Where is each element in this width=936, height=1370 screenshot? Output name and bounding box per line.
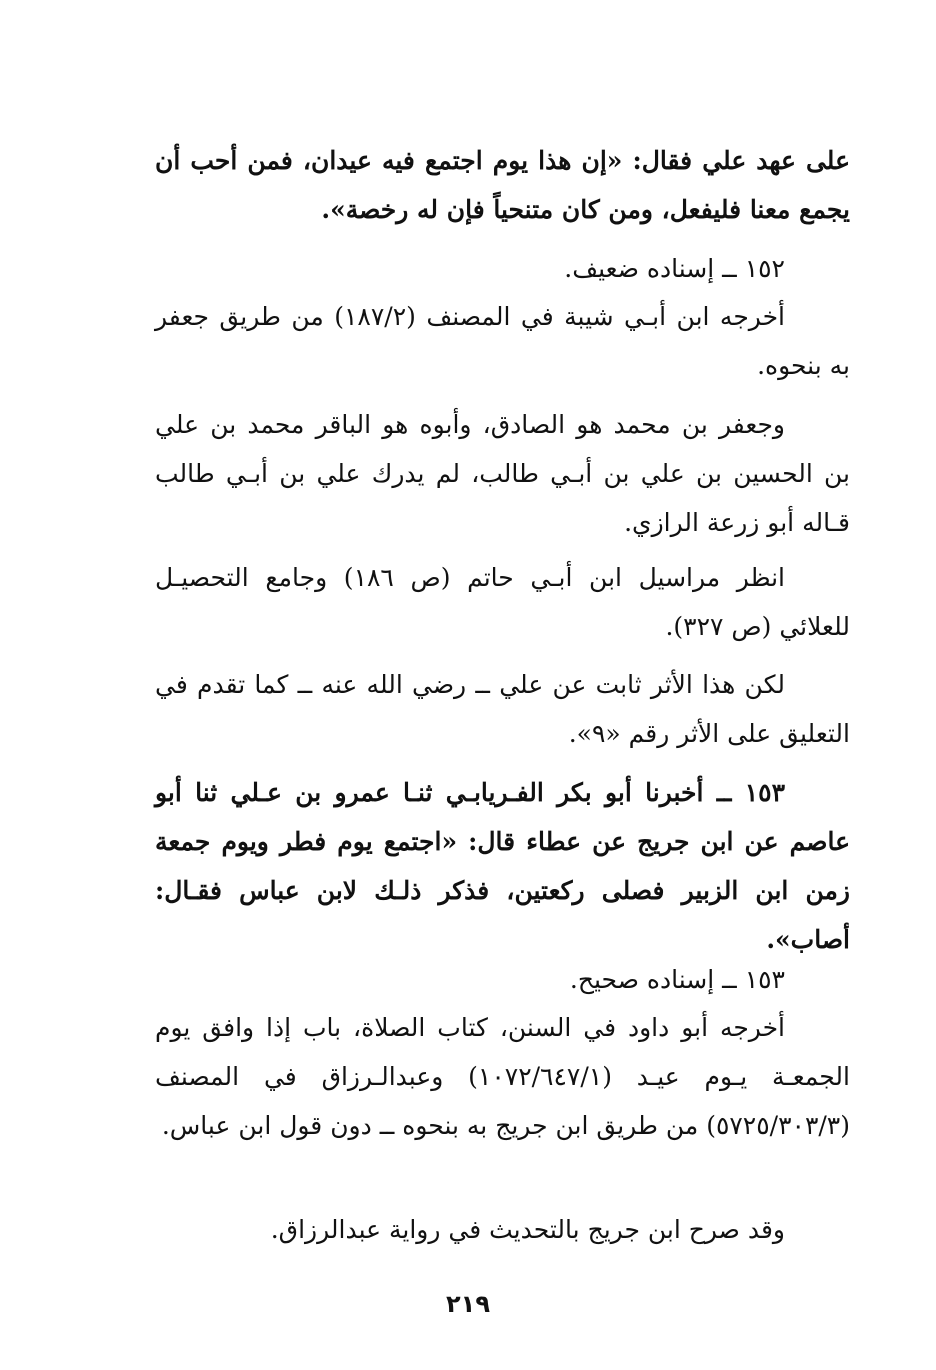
paragraph-152-marasil: انظر مراسيل ابن أبـي حاتم (ص ١٨٦) وجامع التحصيـل للعلائي (ص ٣٢٧). (155, 563, 850, 641)
paragraph-153-takhrij: أخرجه أبو داود في السنن، كتاب الصلاة، باب إذا وافق يوم الجمعـة يـوم عيـد (١٠٧٢/٦٤٧/١) وعبدالـرزاق في المصنف (٥٧٢٥/٣٠٣/٣) من طريق ابن جريج به بنحوه ــ دون قول ابن عباس. (155, 1013, 850, 1140)
paragraph-152-jafar: وجعفر بن محمد هو الصادق، وأبوه هو الباقر محمد بن علي بن الحسين بن علي بن أبـي طالب، لم يدرك علي بن أبـي طالب قـاله أبو زرعة الرازي. (155, 410, 850, 537)
paragraph-152-takhrij: أخرجه ابن أبـي شيبة في المصنف (١٨٧/٢) من طريق جعفر به بنحوه. (155, 302, 850, 380)
paragraph-152-isnad: ١٥٢ ــ إسناده ضعيف. (564, 254, 785, 283)
paragraph-152-thabit: لكن هذا الأثر ثابت عن علي ــ رضي الله عنه ــ كما تقدم في التعليق على الأثر رقم «٩». (155, 670, 850, 748)
paragraph-153-isnad: ١٥٣ ــ إسناده صحيح. (569, 965, 785, 994)
paragraph-153-tahdith: وقد صرح ابن جريج بالتحديث في رواية عبدالرزاق. (270, 1215, 785, 1244)
paragraph-athar-153: ١٥٣ ــ أخبرنا أبو بكر الفـريابـي ثنـا عمرو بن عـلي ثنا أبو عاصم عن ابن جريج عن عطاء قال: «اجتمع يوم فطر ويوم جمعة زمن ابن الزبير فصلى ركعتين، فذكر ذلـك لابن عباس فقـال: أصاب». (155, 778, 850, 954)
paragraph-athar-152-end: على عهد علي فقال: «إن هذا يوم اجتمع فيه عيدان، فمن أحب أن يجمع معنا فليفعل، ومن كان متنحياً فإن له رخصة». (155, 146, 850, 224)
page-number: ٢١٩ (446, 1290, 490, 1318)
